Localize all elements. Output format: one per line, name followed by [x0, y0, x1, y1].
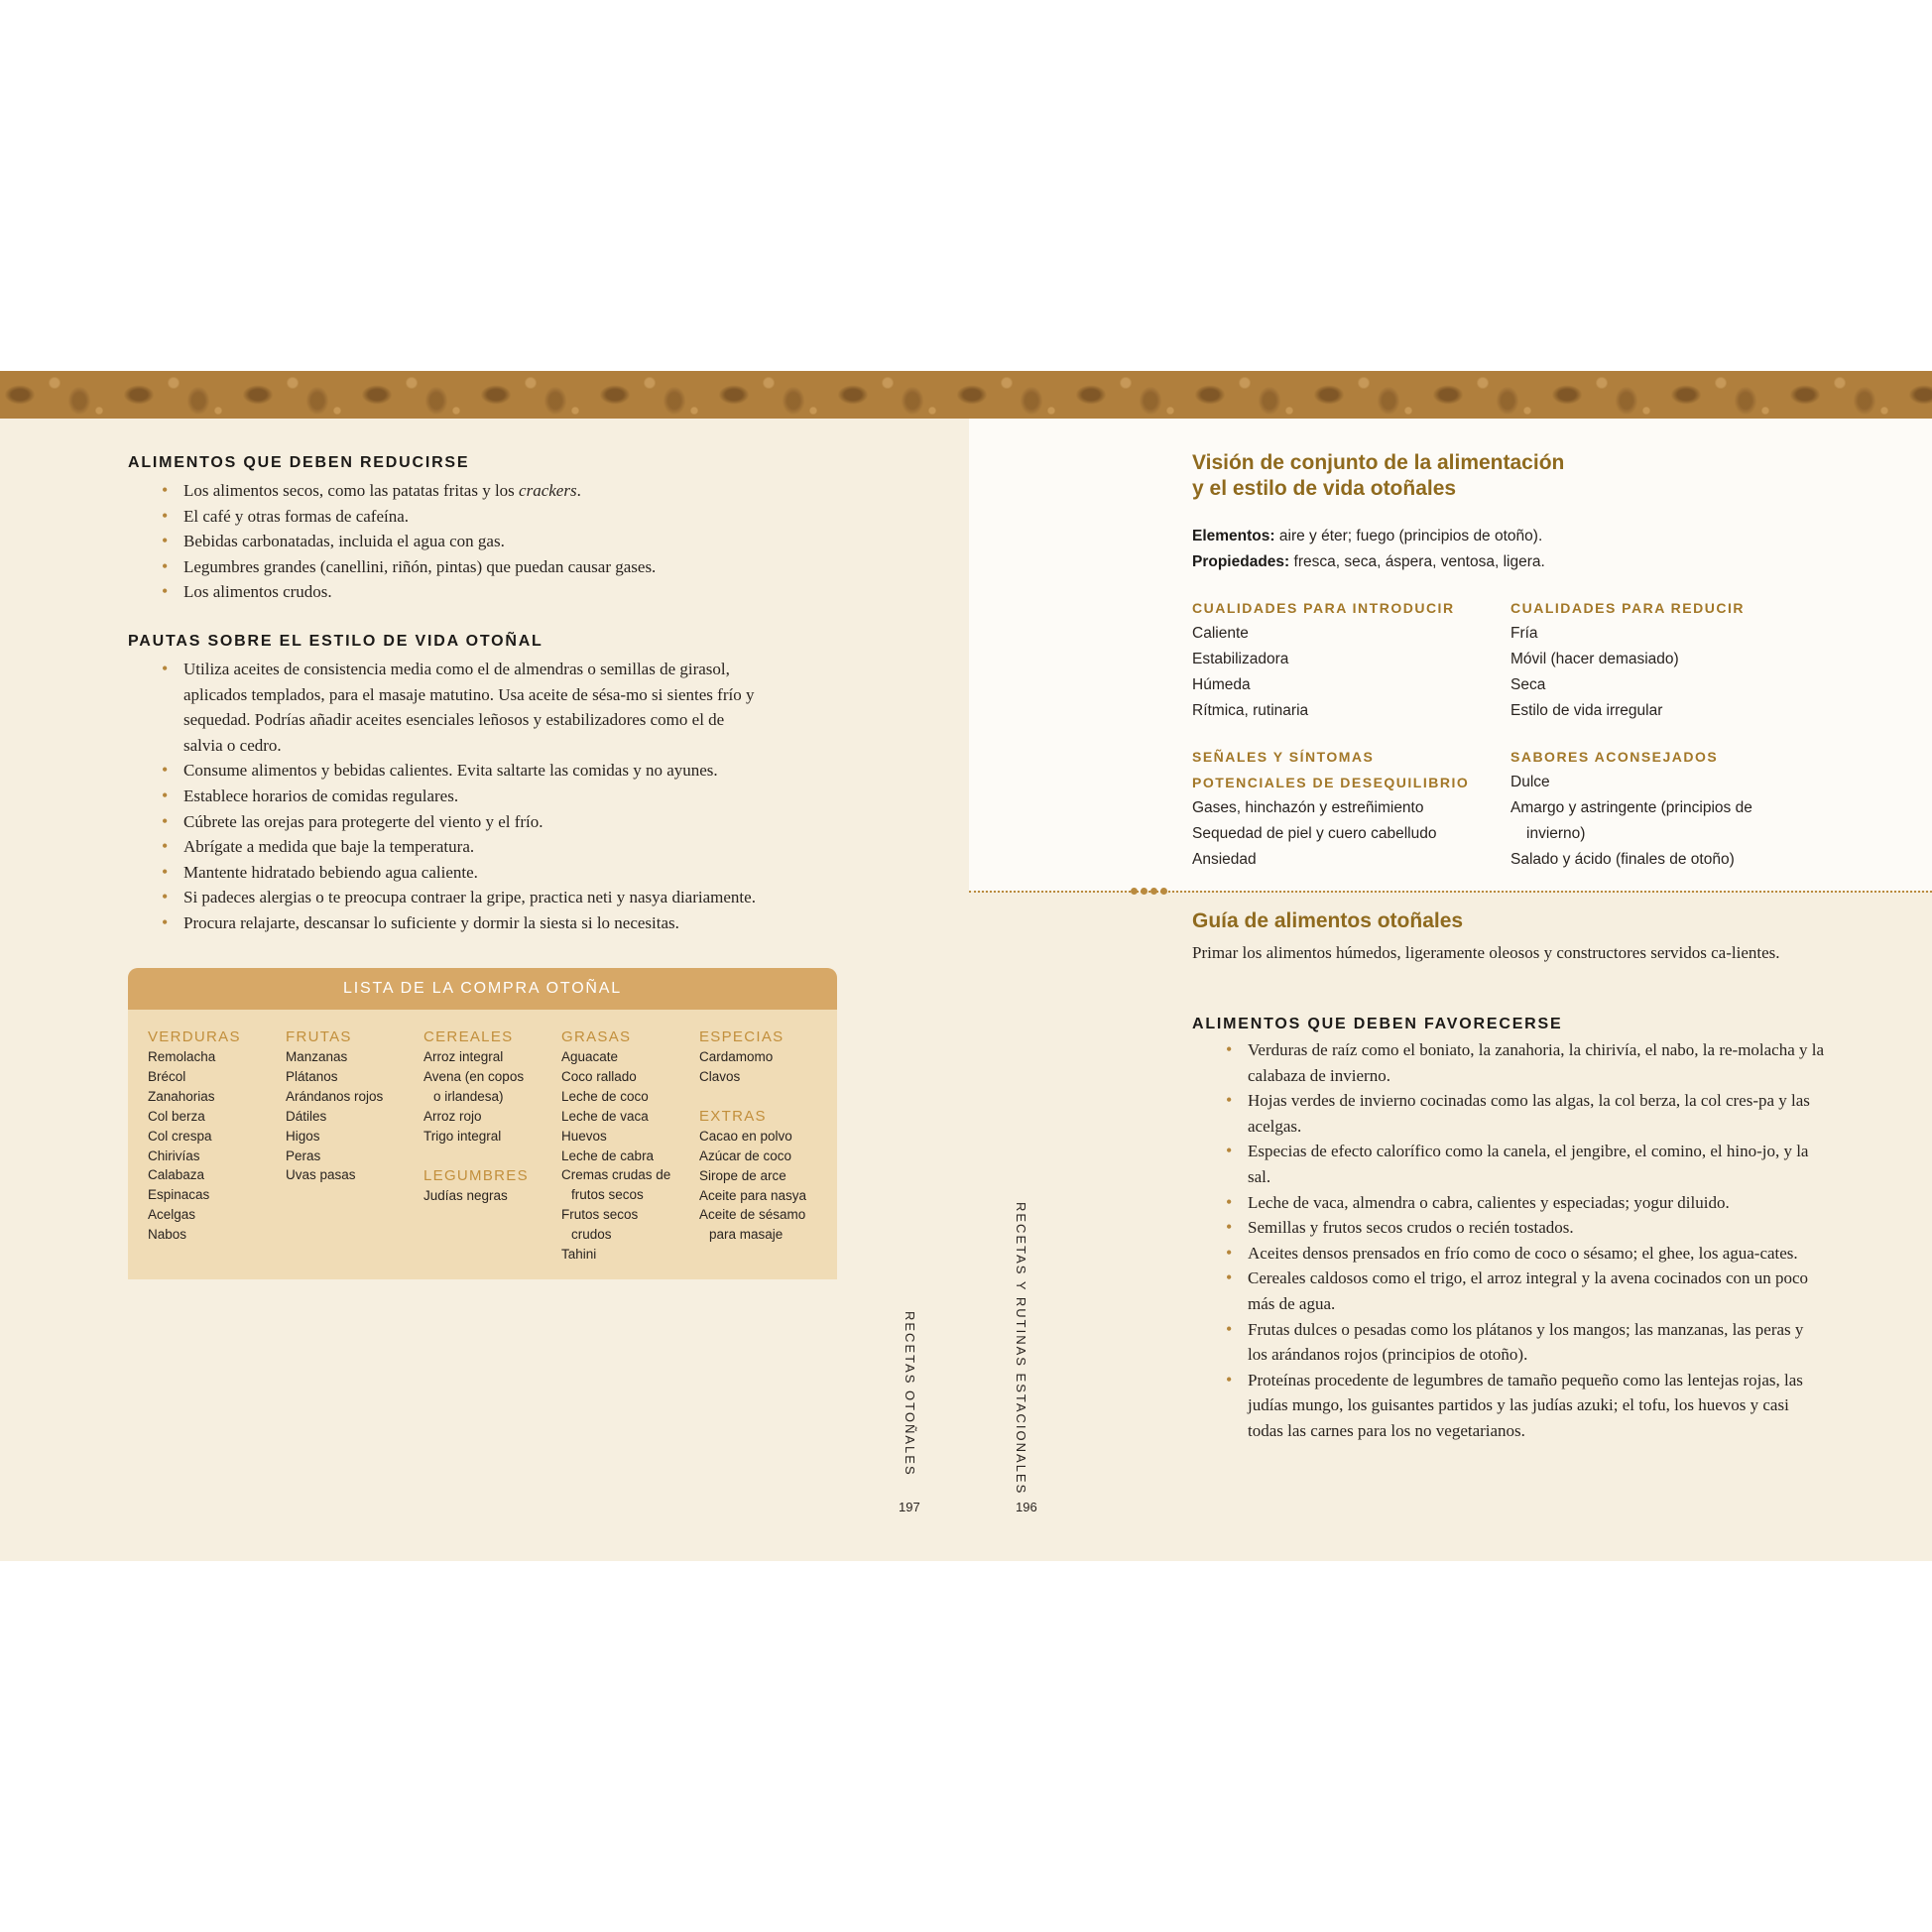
shopping-item: Azúcar de coco: [699, 1147, 792, 1163]
shopping-category: FRUTAS: [286, 1028, 352, 1045]
flavors-items-item: Amargo y astringente (principios de: [1510, 799, 1752, 816]
shopping-item: Zanahorias: [148, 1088, 215, 1104]
shopping-item: Nabos: [148, 1227, 187, 1243]
lifestyle-item: • Abrígate a medida que baje la temperatura.: [128, 834, 763, 860]
guide-title: Guía de alimentos otoñales: [1192, 909, 1464, 932]
shopping-column: [699, 1027, 838, 1245]
shopping-item: Manzanas: [286, 1049, 348, 1064]
qual-intro-items-item: Estabilizadora: [1192, 651, 1289, 667]
shopping-category: CEREALES: [423, 1028, 514, 1045]
overview-title-line1: Visión de conjunto de la alimentación: [1192, 451, 1565, 474]
properties-label: Propiedades:: [1192, 552, 1290, 570]
reduce-item: [128, 504, 763, 530]
signs-heading-1: SEÑALES Y SÍNTOMAS: [1192, 749, 1375, 765]
shopping-column: [148, 1027, 287, 1245]
shopping-item: Calabaza: [148, 1167, 205, 1183]
running-head-left: RECETAS OTOÑALES: [903, 1311, 917, 1477]
shopping-item: Leche de cabra: [561, 1147, 655, 1163]
shopping-item: Huevos: [561, 1128, 607, 1144]
shopping-item: Arroz rojo: [423, 1108, 482, 1124]
shopping-category: EXTRAS: [699, 1107, 767, 1125]
shopping-item: crudos: [571, 1227, 612, 1243]
overview-properties: [1192, 524, 1886, 574]
reduce-item-text: Legumbres grandes (canellini, riñón, pintas) que puedan causar gases.: [183, 556, 657, 576]
reduce-list: [128, 478, 763, 605]
page-number-right: 196: [1016, 1500, 1037, 1514]
shopping-item: Remolacha: [148, 1049, 216, 1064]
reduce-item: [128, 529, 763, 554]
reduce-item: [128, 554, 763, 580]
shopping-list-box: [128, 968, 837, 1279]
favor-item: • Frutas dulces o pesadas como los plátanos y los mangos; las manzanas, las peras y los arándanos rojos (principios de otoño).: [1192, 1317, 1827, 1368]
elements-label: Elementos:: [1192, 528, 1275, 544]
shopping-item: Aguacate: [561, 1049, 619, 1064]
properties-value: fresca, seca, áspera, ventosa, ligera.: [1293, 552, 1545, 570]
lifestyle-item: • Utiliza aceites de consistencia media como el de almendras o semillas de girasol, aplicados templados, para el masaje matutino. Usa aceite de sésa-mo si sientes frío y sequedad. Podrías añadir aceites esenciales leñosos y estabilizadores como el de salvia o cedro.: [128, 657, 763, 758]
lifestyle-item: • Procura relajarte, descansar lo suficiente y dormir la siesta si lo necesitas.: [128, 910, 763, 936]
reduce-item: [128, 579, 763, 605]
flavors-items-item: invierno): [1526, 825, 1586, 842]
qual-intro-items-item: Caliente: [1192, 625, 1249, 642]
page-number-left: 197: [899, 1500, 920, 1514]
favor-heading: ALIMENTOS QUE DEBEN FAVORECERSE: [1192, 1016, 1563, 1032]
shopping-item: Chirivías: [148, 1147, 200, 1163]
shopping-list-title: LISTA DE LA COMPRA OTOÑAL: [128, 968, 837, 1010]
reduce-item-text: Los alimentos crudos.: [183, 582, 332, 602]
favor-item: • Cereales caldosos como el trigo, el arroz integral y la avena cocinados con un poco más de agua.: [1192, 1266, 1827, 1316]
shopping-item: Avena (en copos: [423, 1068, 525, 1084]
shopping-item: Cacao en polvo: [699, 1128, 792, 1144]
shopping-item: Judías negras: [423, 1187, 508, 1203]
shopping-category: GRASAS: [561, 1028, 632, 1045]
shopping-item: Peras: [286, 1147, 321, 1163]
lifestyle-item: • Mantente hidratado bebiendo agua caliente.: [128, 860, 763, 886]
qual-reduce-items-item: Fría: [1510, 625, 1538, 642]
shopping-category: VERDURAS: [148, 1028, 241, 1045]
shopping-item: Higos: [286, 1128, 320, 1144]
spacer: [699, 1087, 838, 1107]
shopping-item: Col crespa: [148, 1128, 212, 1144]
qualities-reduce-heading: CUALIDADES PARA REDUCIR: [1510, 600, 1745, 616]
qualities-reduce: [1510, 595, 1828, 724]
spacer: [423, 1147, 562, 1166]
shopping-item: Dátiles: [286, 1108, 327, 1124]
shopping-column: [423, 1027, 562, 1205]
shopping-item: Col berza: [148, 1108, 205, 1124]
qualities-introduce: [1192, 595, 1509, 724]
reduce-item-emphasis: crackers: [519, 481, 577, 500]
shopping-item: Aceite de sésamo: [699, 1207, 806, 1223]
favor-item: • Leche de vaca, almendra o cabra, calientes y especiadas; yogur diluido.: [1192, 1190, 1827, 1216]
paisley-banner: [0, 371, 1932, 419]
lifestyle-item: • Si padeces alergias o te preocupa contraer la gripe, practica neti y nasya diariamente.: [128, 885, 763, 910]
qual-reduce-items-item: Móvil (hacer demasiado): [1510, 651, 1679, 667]
reduce-item-text: Los alimentos secos, como las patatas fritas y los: [183, 481, 520, 500]
running-head-right: RECETAS Y RUTINAS ESTACIONALES: [1014, 1202, 1028, 1496]
reduce-heading: ALIMENTOS QUE DEBEN REDUCIRSE: [128, 454, 470, 471]
qual-reduce-items-item: Seca: [1510, 676, 1546, 693]
signs-items-item: Sequedad de piel y cuero cabelludo: [1192, 825, 1437, 842]
shopping-category: ESPECIAS: [699, 1028, 785, 1045]
favor-item: • Aceites densos prensados en frío como de coco o sésamo; el ghee, los agua-cates.: [1192, 1241, 1827, 1267]
imbalance-signs: [1192, 744, 1509, 873]
flavors-items-item: Dulce: [1510, 774, 1550, 790]
shopping-item: Trigo integral: [423, 1128, 502, 1144]
shopping-item: Frutos secos: [561, 1207, 639, 1223]
reduce-item-text: El café y otras formas de cafeína.: [183, 506, 410, 526]
shopping-item: Acelgas: [148, 1207, 196, 1223]
separator-ornament: [1131, 885, 1174, 897]
shopping-item: Leche de vaca: [561, 1108, 649, 1124]
shopping-item: frutos secos: [571, 1187, 644, 1203]
shopping-item: Espinacas: [148, 1187, 210, 1203]
shopping-category: LEGUMBRES: [423, 1166, 529, 1184]
shopping-item: Aceite para nasya: [699, 1187, 807, 1203]
flavors-heading: SABORES ACONSEJADOS: [1510, 749, 1719, 765]
lifestyle-heading: PAUTAS SOBRE EL ESTILO DE VIDA OTOÑAL: [128, 633, 543, 650]
book-spread: [0, 371, 1932, 1561]
qual-intro-items-item: Húmeda: [1192, 676, 1251, 693]
shopping-item: o irlandesa): [433, 1088, 504, 1104]
lifestyle-item: • Cúbrete las orejas para protegerte del viento y el frío.: [128, 809, 763, 835]
favor-item: • Hojas verdes de invierno cocinadas como las algas, la col berza, la col cres-pa y las acelgas.: [1192, 1088, 1827, 1139]
signs-items-item: Gases, hinchazón y estreñimiento: [1192, 799, 1424, 816]
overview-title: [1192, 450, 1787, 502]
shopping-columns: [148, 1027, 832, 1275]
shopping-item: Sirope de arce: [699, 1167, 786, 1183]
reduce-item-text: Bebidas carbonatadas, incluida el agua con gas.: [183, 532, 505, 551]
favor-item: • Verduras de raíz como el boniato, la zanahoria, la chirivía, el nabo, la re-molacha y la calabaza de invierno.: [1192, 1037, 1827, 1088]
dotted-separator: [969, 891, 1932, 893]
shopping-item: Clavos: [699, 1068, 741, 1084]
reduce-item-tail: .: [576, 481, 581, 500]
qualities-introduce-heading: CUALIDADES PARA INTRODUCIR: [1192, 600, 1455, 616]
lifestyle-item: • Consume alimentos y bebidas calientes. Evita saltarte las comidas y no ayunes.: [128, 758, 763, 784]
shopping-item: Coco rallado: [561, 1068, 637, 1084]
signs-heading-2: POTENCIALES DE DESEQUILIBRIO: [1192, 775, 1470, 790]
signs-items-item: Ansiedad: [1192, 851, 1257, 868]
reduce-item: [128, 478, 763, 504]
guide-intro: Primar los alimentos húmedos, ligeramente oleosos y constructores servidos ca-lientes.: [1192, 943, 1780, 962]
shopping-item: Brécol: [148, 1068, 186, 1084]
shopping-item: Leche de coco: [561, 1088, 649, 1104]
favor-item: • Semillas y frutos secos crudos o recién tostados.: [1192, 1215, 1827, 1241]
favor-item: • Proteínas procedente de legumbres de tamaño pequeño como las lentejas rojas, las judías mungo, los guisantes partidos y las judías azuki; el tofu, los huevos y casi todas las carnes para los no vegetarianos.: [1192, 1368, 1827, 1444]
lifestyle-item: • Establece horarios de comidas regulares.: [128, 784, 763, 809]
shopping-item: Cardamomo: [699, 1049, 774, 1064]
shopping-item: Tahini: [561, 1247, 597, 1263]
flavors-items-item: Salado y ácido (finales de otoño): [1510, 851, 1735, 868]
shopping-item: para masaje: [709, 1227, 784, 1243]
qual-reduce-items-item: Estilo de vida irregular: [1510, 702, 1663, 719]
favor-list: [1192, 1037, 1827, 1444]
favor-item: • Especias de efecto calorífico como la canela, el jengibre, el comino, el hino-jo, y la sal.: [1192, 1139, 1827, 1189]
shopping-item: Cremas crudas de: [561, 1167, 671, 1183]
elements-value: aire y éter; fuego (principios de otoño).: [1278, 528, 1543, 544]
shopping-item: Arroz integral: [423, 1049, 504, 1064]
lifestyle-list: [128, 657, 763, 936]
qual-intro-items-item: Rítmica, rutinaria: [1192, 702, 1309, 719]
shopping-column: [561, 1027, 700, 1265]
overview-title-line2: y el estilo de vida otoñales: [1192, 477, 1457, 500]
recommended-flavors: [1510, 744, 1848, 873]
shopping-item: Uvas pasas: [286, 1167, 356, 1183]
shopping-column: [286, 1027, 424, 1185]
shopping-item: Plátanos: [286, 1068, 338, 1084]
shopping-item: Arándanos rojos: [286, 1088, 384, 1104]
